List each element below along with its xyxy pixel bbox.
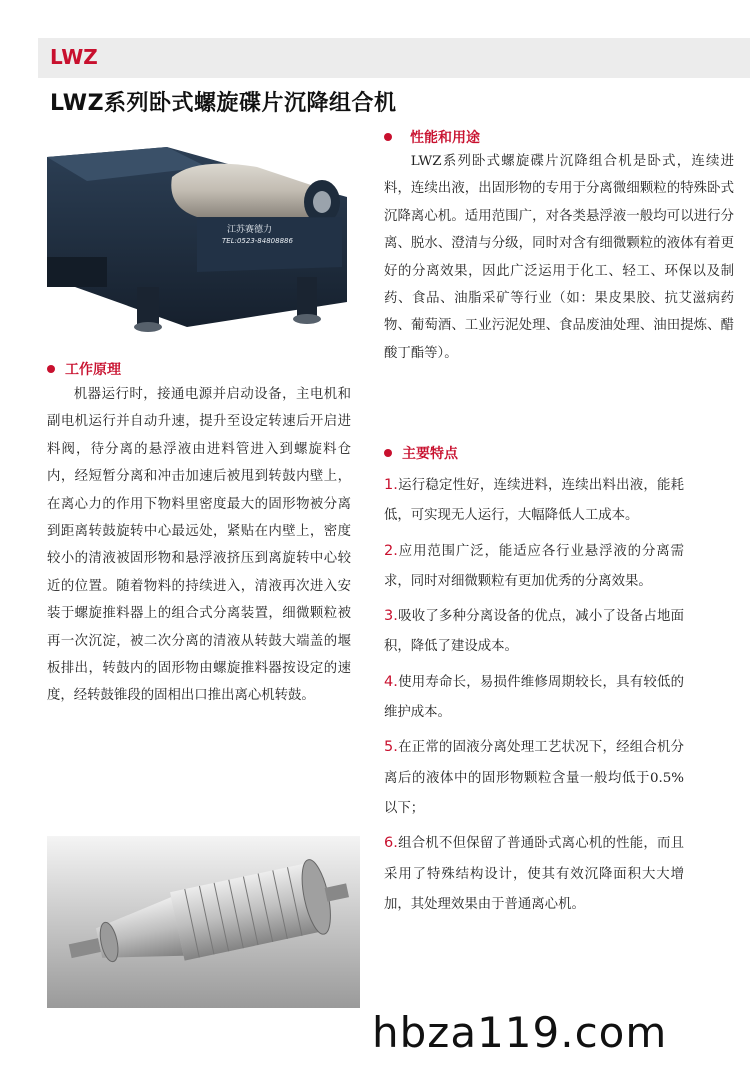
header-bar bbox=[38, 38, 750, 78]
svg-text:江苏赛德力: 江苏赛德力 bbox=[227, 225, 273, 235]
watermark: hbza119.com bbox=[372, 1008, 668, 1057]
features-heading: 主要特点 bbox=[384, 443, 458, 463]
feature-item: 6.组合机不但保留了普通卧式离心机的性能，而且采用了特殊结构设计，使其有效沉降面积大大增加，其处理效果由于普通离心机。 bbox=[384, 835, 684, 912]
feature-item: 5.在正常的固液分离处理工艺状况下，经组合机分离后的液体中的固形物颗粒含量一般均低于0.5%以下； bbox=[384, 739, 684, 816]
performance-text: LWZ系列卧式螺旋碟片沉降组合机是卧式，连续进料，连续出液，出固形物的专用于分离微细颗粒的特殊卧式沉降离心机。适用范围广，对各类悬浮液一般均可以进行分离、脱水、澄清与分级，同时对含有细微颗粒的液体有着更好的分离效果，因此广泛运用于化工、轻工、环保以及制药、食品、油脂采矿等行业（如：果皮果胶、抗艾滋病药物、葡萄酒、工业污泥处理、食品废油处理、油田提炼、醋酸丁酯等）。 bbox=[384, 154, 734, 361]
bullet-icon bbox=[384, 449, 392, 457]
centrifuge-photo bbox=[47, 137, 360, 337]
feature-item: 3.吸收了多种分离设备的优点，减小了设备占地面积，降低了建设成本。 bbox=[384, 608, 684, 655]
performance-heading: 性能和用途 bbox=[384, 127, 480, 147]
feature-item: 2.应用范围广泛，能适应各行业悬浮液的分离需求，同时对细微颗粒有更加优秀的分离效果。 bbox=[384, 542, 684, 589]
rotor-cutaway-image bbox=[47, 836, 360, 1008]
page-title: LWZ系列卧式螺旋碟片沉降组合机 bbox=[50, 91, 397, 116]
feature-item: 4.使用寿命长，易损件维修周期较长，具有较低的维护成本。 bbox=[384, 673, 684, 721]
model-tag: LWZ bbox=[50, 45, 98, 69]
features-list bbox=[384, 470, 684, 920]
bullet-icon bbox=[47, 365, 55, 373]
principle-text: 机器运行时，接通电源并启动设备，主电机和副电机运行并自动升速，提升至设定转速后开启进料阀，待分离的悬浮液由进料管进入到螺旋料仓内，经短暂分离和冲击加速后被甩到转鼓内壁上，在离心力的作用下物料里密度最大的固形物被分离到距离转鼓旋转中心最远处，紧贴在内壁上，密度较小的清液被固形物和悬浮液挤压到离旋转中心较近的位置。随着物料的持续进入，清液再次进入安装于螺旋推料器上的组合式分离装置，细微颗粒被再一次沉淀，被二次分离的清液从转鼓大端盖的堰板排出，转鼓内的固形物由螺旋推料器按设定的速度，经转鼓锥段的固相出口推出离心机转鼓。 bbox=[47, 387, 351, 704]
principle-heading: 工作原理 bbox=[47, 359, 121, 379]
bullet-icon bbox=[384, 133, 392, 141]
feature-item: 1.运行稳定性好，连续进料，连续出料出液，能耗低，可实现无人运行，大幅降低人工成本。 bbox=[384, 477, 684, 524]
svg-text:TEL:0523-84808886: TEL:0523-84808886 bbox=[222, 237, 293, 245]
